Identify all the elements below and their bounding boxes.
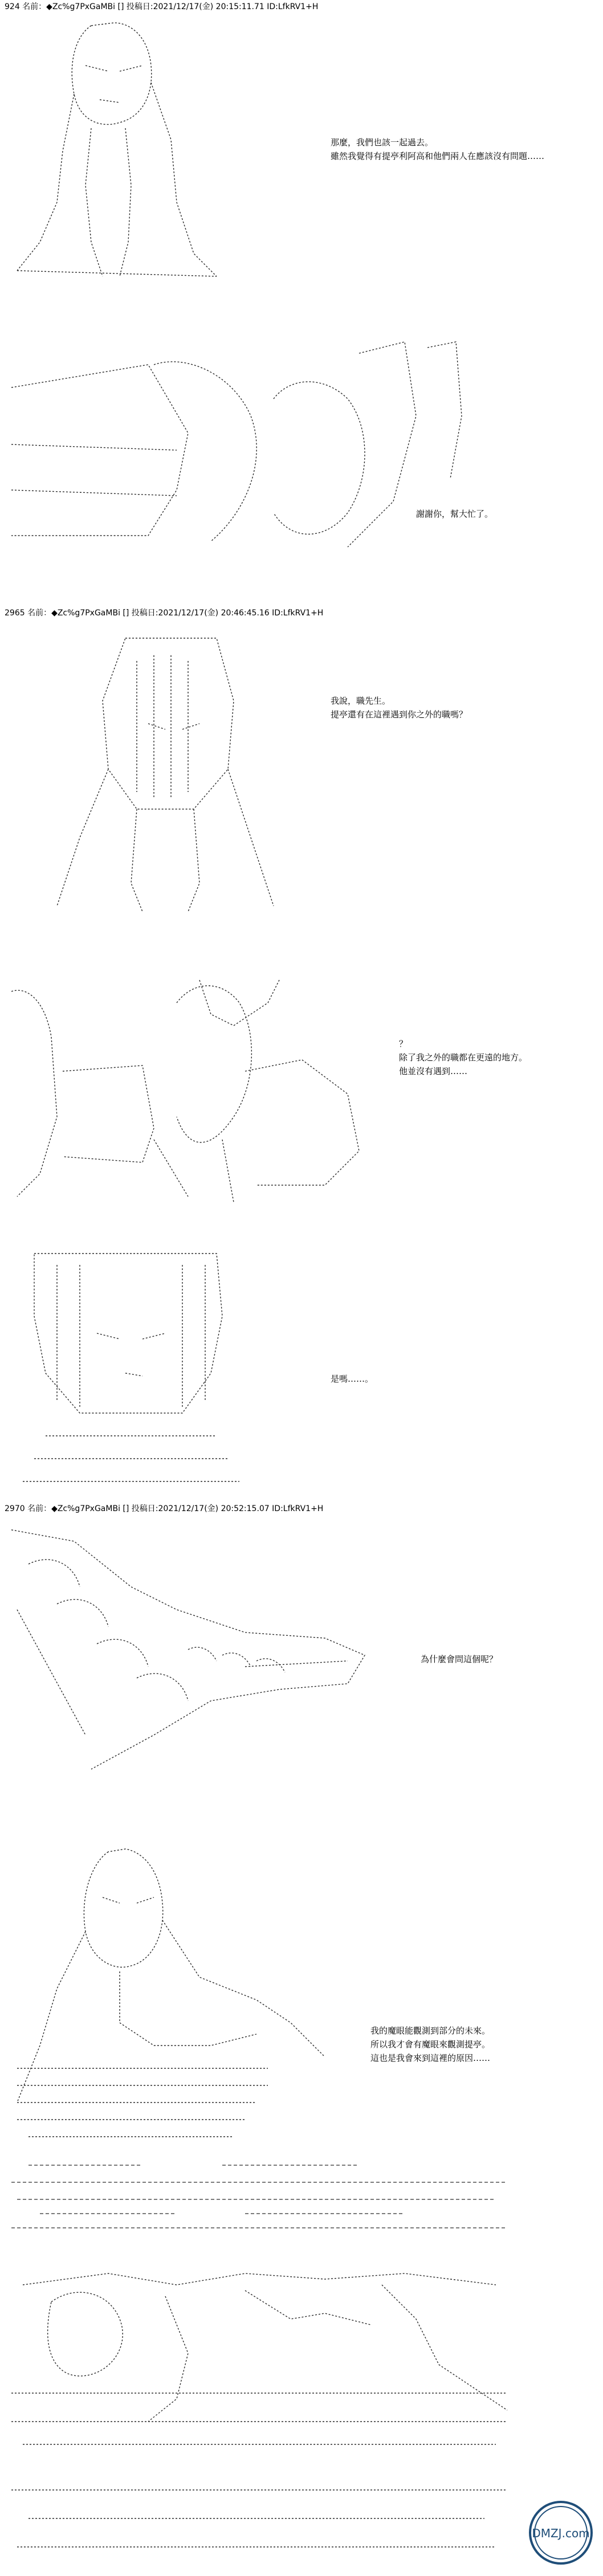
dialogue-line: 是嗎……。 bbox=[331, 1374, 374, 1384]
ascii-art-icon bbox=[11, 1248, 251, 1499]
ascii-art-icon bbox=[6, 1518, 370, 1781]
dialogue-6 bbox=[421, 1652, 498, 1666]
dialogue-2 bbox=[416, 507, 493, 521]
dialogue-line: 他並沒有遇到…… bbox=[399, 1066, 468, 1076]
ascii-art-figure-7 bbox=[6, 1840, 336, 2148]
watermark-logo-icon bbox=[527, 2499, 595, 2567]
dialogue-line: ？ bbox=[399, 1039, 408, 1049]
watermark-text: DMZJ.com bbox=[532, 2526, 590, 2540]
ascii-art-figure-3 bbox=[46, 621, 285, 923]
ascii-art-figure-8 bbox=[6, 2251, 519, 2558]
dialogue-4 bbox=[399, 1037, 527, 1078]
post-header: 2970 名前：◆Zc%g7PxGaMBi [] 投稿日:2021/12/17(金) 20:52:15.07 ID:LfkRV1+H bbox=[5, 1504, 324, 1513]
ascii-art-figure-6 bbox=[6, 1518, 370, 1781]
ascii-art-icon bbox=[6, 2159, 519, 2234]
dialogue-line: 所以我才會有魔眼來觀測提亭。 bbox=[370, 2039, 491, 2050]
dialogue-line: 謝謝你，幫大忙了。 bbox=[416, 509, 494, 519]
ascii-art-figure-4 bbox=[6, 969, 416, 1208]
ascii-art-icon bbox=[6, 2251, 519, 2558]
ascii-art-icon bbox=[6, 1840, 336, 2148]
dialogue-line: 那麼，我們也該一起過去。 bbox=[331, 137, 434, 148]
dialogue-line: 這也是我會來到這裡的原因…… bbox=[370, 2053, 491, 2063]
ascii-art-figure-5 bbox=[11, 1248, 251, 1499]
ascii-art-icon bbox=[6, 14, 222, 288]
dialogue-line: 提亭還有在這裡遇到你之外的職嗎？ bbox=[331, 709, 468, 720]
ascii-art-icon bbox=[6, 969, 416, 1208]
dialogue-line: 雖然我覺得有提亭利阿高和他們兩人在應該沒有問題…… bbox=[331, 151, 545, 161]
ascii-art-icon bbox=[46, 621, 285, 923]
dialogue-line: 我說，職先生。 bbox=[331, 696, 391, 706]
dialogue-1 bbox=[331, 136, 544, 163]
dialogue-7 bbox=[370, 2024, 490, 2065]
ascii-art-figure-2 bbox=[6, 330, 507, 570]
dialogue-3 bbox=[331, 694, 467, 721]
post-header: 2965 名前：◆Zc%g7PxGaMBi [] 投稿日:2021/12/17(金) 20:46:45.16 ID:LfkRV1+H bbox=[5, 609, 324, 618]
dialogue-line: 除了我之外的職都在更遠的地方。 bbox=[399, 1052, 528, 1063]
ascii-art-figure-1 bbox=[6, 14, 222, 288]
dialogue-5 bbox=[331, 1372, 373, 1386]
ascii-art-band bbox=[6, 2159, 519, 2234]
dmzj-watermark bbox=[527, 2499, 595, 2567]
dialogue-line: 我的魔眼能觀測到部分的未來。 bbox=[370, 2026, 491, 2036]
post-header: 924 名前：◆Zc%g7PxGaMBi [] 投稿日:2021/12/17(金) 20:15:11.71 ID:LfkRV1+H bbox=[5, 2, 319, 11]
dialogue-line: 為什麼會問這個呢？ bbox=[421, 1654, 498, 1664]
ascii-art-icon bbox=[6, 330, 507, 570]
